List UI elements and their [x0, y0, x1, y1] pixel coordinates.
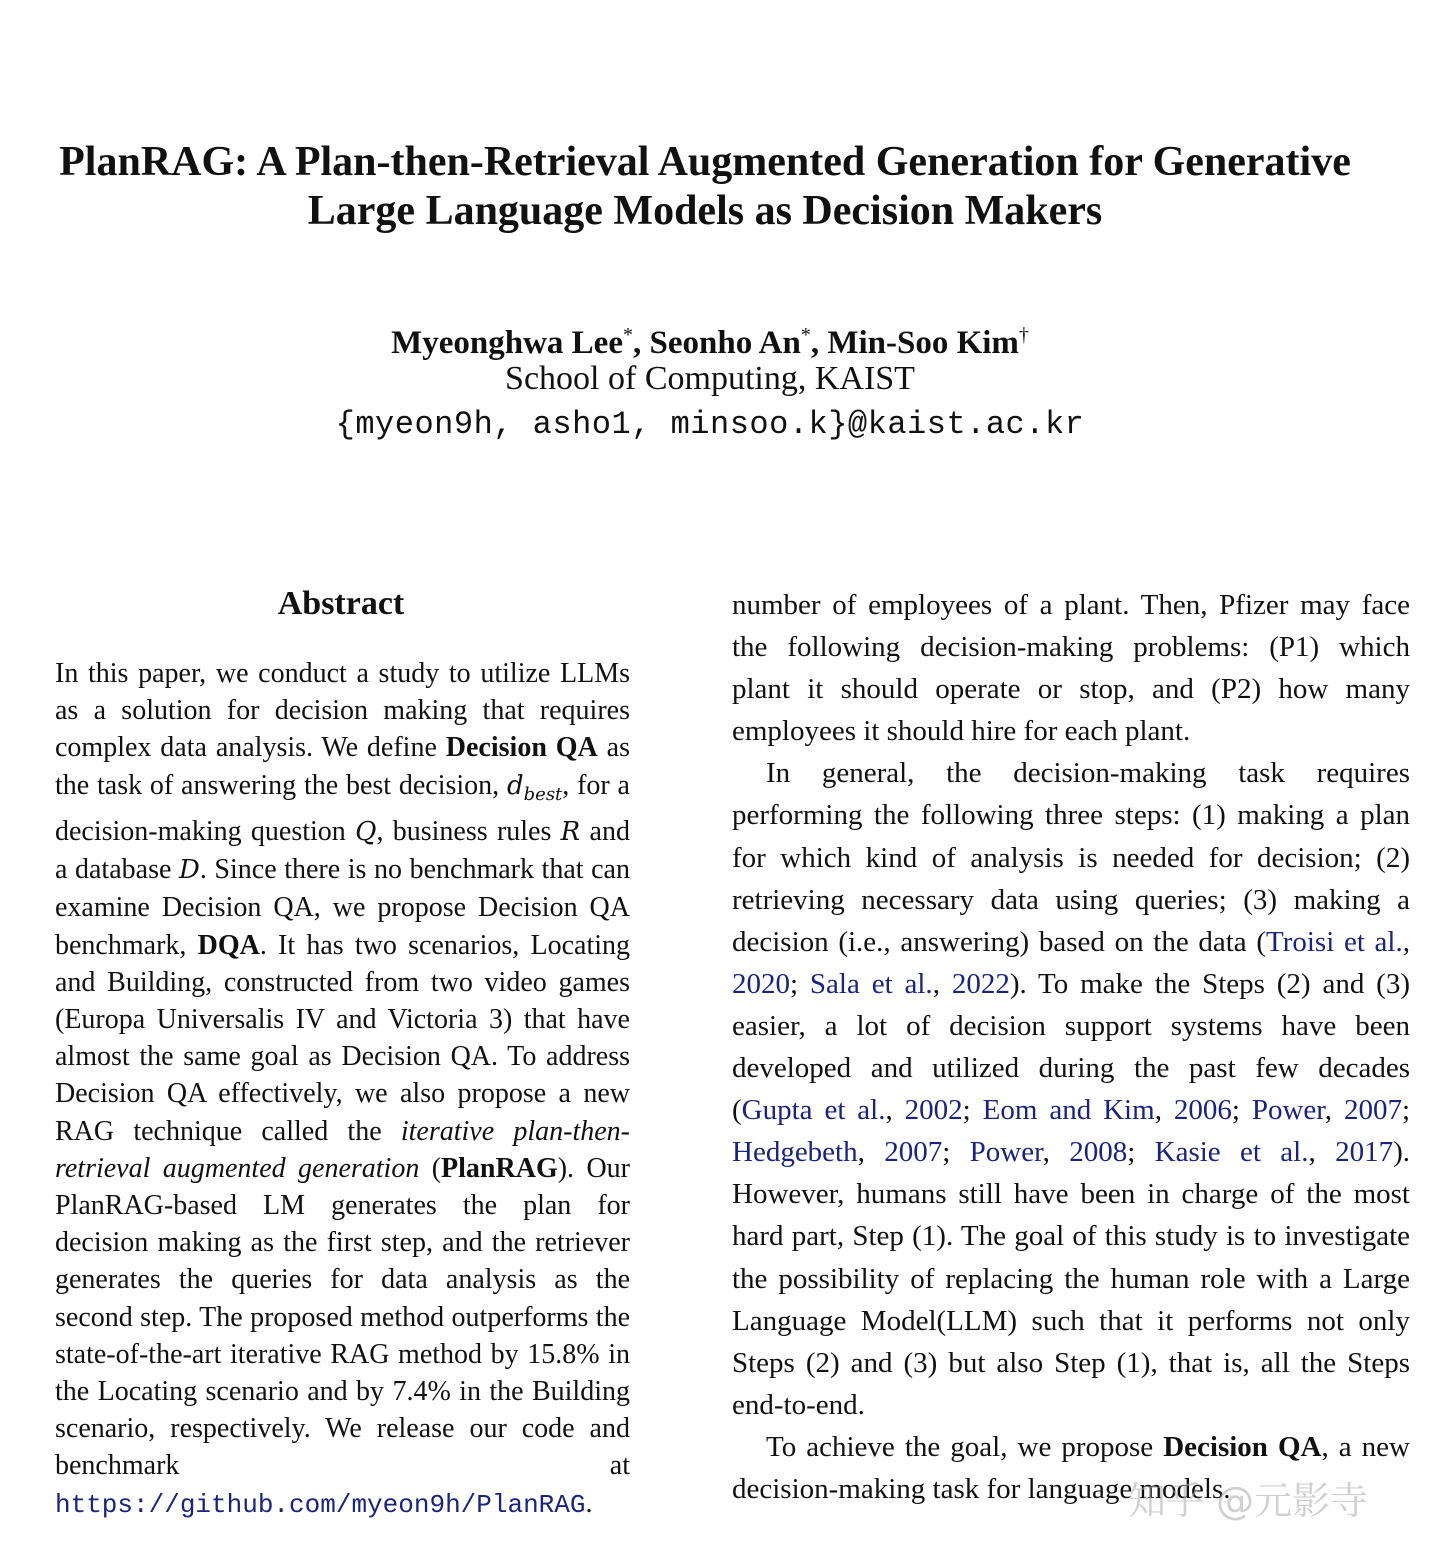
math-d: D [178, 855, 200, 886]
math-var: d [506, 770, 524, 801]
citation-link[interactable]: Gupta et al. [741, 1094, 886, 1127]
abstract-text: and a database [55, 816, 630, 886]
citation-link[interactable]: Troisi et al. [1266, 925, 1403, 958]
abstract-text: , for a decision-making question [55, 769, 630, 847]
title-line-2: Large Language Models as Decision Makers [307, 188, 1103, 234]
watermark: 知乎 @元影寺 [1128, 1479, 1369, 1523]
abstract-text: ( [419, 1152, 442, 1184]
abstract-text: as the task of answering the best decision, [55, 732, 630, 801]
abstract-paragraph [55, 655, 630, 1524]
citation-link[interactable]: Eom and Kim [982, 1094, 1155, 1127]
citation-link[interactable]: Kasie et al. [1154, 1136, 1309, 1169]
author-3: Min-Soo Kim [827, 325, 1019, 361]
author-separator: , [632, 325, 650, 361]
author-1: Myeonghwa Lee [391, 325, 623, 361]
abstract-text: . [585, 1487, 593, 1519]
citation-link[interactable]: Power [1251, 1094, 1325, 1127]
body-text: ). To make the Steps (2) and (3) easier, a lot of decision support systems have been developed and utilized during the past few decades ( [732, 967, 1410, 1127]
abstract-heading: Abstract [277, 585, 405, 622]
author-1-mark: * [622, 324, 633, 346]
body-text: To achieve the goal, we propose [766, 1430, 1164, 1463]
paper-title [0, 138, 1410, 236]
planrag-term: PlanRAG [441, 1152, 558, 1184]
abstract-text: . Since there is no benchmark that can examine Decision QA, we propose Decision QA benchmark, [55, 854, 630, 961]
affiliation: School of Computing, KAIST [505, 360, 915, 397]
citation-link[interactable]: Power [969, 1136, 1043, 1169]
dqa-term: DQA [197, 929, 260, 961]
author-list [0, 314, 1420, 364]
citation-year[interactable]: 2007 [884, 1136, 943, 1169]
title-line-1: PlanRAG: A Plan-then-Retrieval Augmented Generation for Generative [59, 139, 1351, 185]
decision-qa-term: Decision QA [445, 732, 598, 764]
citation-year[interactable]: 2017 [1335, 1136, 1394, 1169]
abstract-column [55, 655, 630, 1524]
author-separator: , [810, 325, 828, 361]
body-text: ). However, humans still have been in charge of the most hard part, Step (1). The goal of this study is to investigate the possibility of replacing the human role with a Large Language Model(LLM) such that it performs not only Steps (2) and (3) but also Step (1), that is, all the Steps end-to-end. [732, 1136, 1411, 1421]
body-text: In general, the decision-making task requires performing the following three steps: (1) making a plan for which kind of analysis is needed for decision; (2) retrieving necessary data using queries; (3) making a decision (i.e., answering) based on the data ( [732, 757, 1410, 958]
author-2: Seonho An [649, 325, 801, 361]
abstract-text: ). Our PlanRAG-based LM generates the plan for decision making as the first step, and the retriever generates the queries for data analysis as the second step. The proposed method outperforms the state-of-the-art iterative RAG method by 15.8% in the Locating scenario and by 7.4% in the Building scenario, respectively. We release our code and benchmark at [55, 1152, 630, 1482]
abstract-text: . It has two scenarios, Locating and Building, constructed from two video games (Europa Universalis IV and Victoria 3) that have almost the same goal as Decision QA. To address Decision QA effectively, we also propose a new RAG technique called the [55, 929, 631, 1147]
math-q: Q [355, 817, 377, 847]
math-d-best [506, 770, 563, 805]
author-2-mark: * [800, 324, 811, 346]
body-text: , a new decision-making task for language models. [732, 1430, 1411, 1505]
author-3-mark: † [1018, 324, 1029, 346]
citation-link[interactable]: Hedgebeth [732, 1136, 858, 1169]
github-link[interactable]: https://github.com/myeon9h/PlanRAG [55, 1489, 586, 1520]
intro-paragraph-1: number of employees of a plant. Then, Pfizer may face the following decision-making problems: (P1) which plant it should operate or stop, and (P2) how many employees it should hire for each plant. [732, 589, 1410, 748]
citation-year[interactable]: 2020 [732, 967, 790, 1000]
math-r: R [560, 817, 581, 847]
citation-year[interactable]: 2002 [904, 1094, 963, 1127]
citation-link[interactable]: Sala et al. [809, 967, 933, 1000]
citation-year[interactable]: 2006 [1173, 1094, 1232, 1127]
abstract-text: In this paper, we conduct a study to utilize LLMs as a solution for decision making that requires complex data analysis. We define [55, 658, 630, 764]
intro-column [732, 584, 1410, 1510]
intro-paragraph-2: In general, the decision-making task requires performing the following three steps: (1) making a plan for which kind of analysis is needed for decision; (2) retrieving necessary data using queries; (3) making a decision (i.e., answering) based on the data (Troisi et al., 2020; Sala et al., 2022). To make the Steps (2) and (3) easier, a lot of decision support systems have been developed and utilized during the past few decades (Gupta et al., 2002; Eom and Kim, 2006; Power, 2007; Hedgebeth, 2007; Power, 2008; Kasie et al., 2017). However, humans still have been in charge of the most hard part, Step (1). The goal of this study is to investigate the possibility of replacing the human role with a Large Language Model(LLM) such that it performs not only Steps (2) and (3) but also Step (1), that is, all the Steps end-to-end. [732, 757, 1411, 1421]
math-subscript: best [523, 783, 563, 805]
citation-year[interactable]: 2007 [1343, 1094, 1402, 1127]
author-emails: {myeon9h, asho1, minsoo.k}@kaist.ac.kr [335, 406, 1085, 443]
planrag-expansion: iterative plan-then-retrieval augmented generation [55, 1115, 631, 1184]
decision-qa-term: Decision QA [1163, 1430, 1322, 1463]
citation-year[interactable]: 2022 [951, 967, 1010, 1000]
citation-year[interactable]: 2008 [1069, 1136, 1128, 1169]
abstract-text: , business rules [376, 816, 561, 847]
